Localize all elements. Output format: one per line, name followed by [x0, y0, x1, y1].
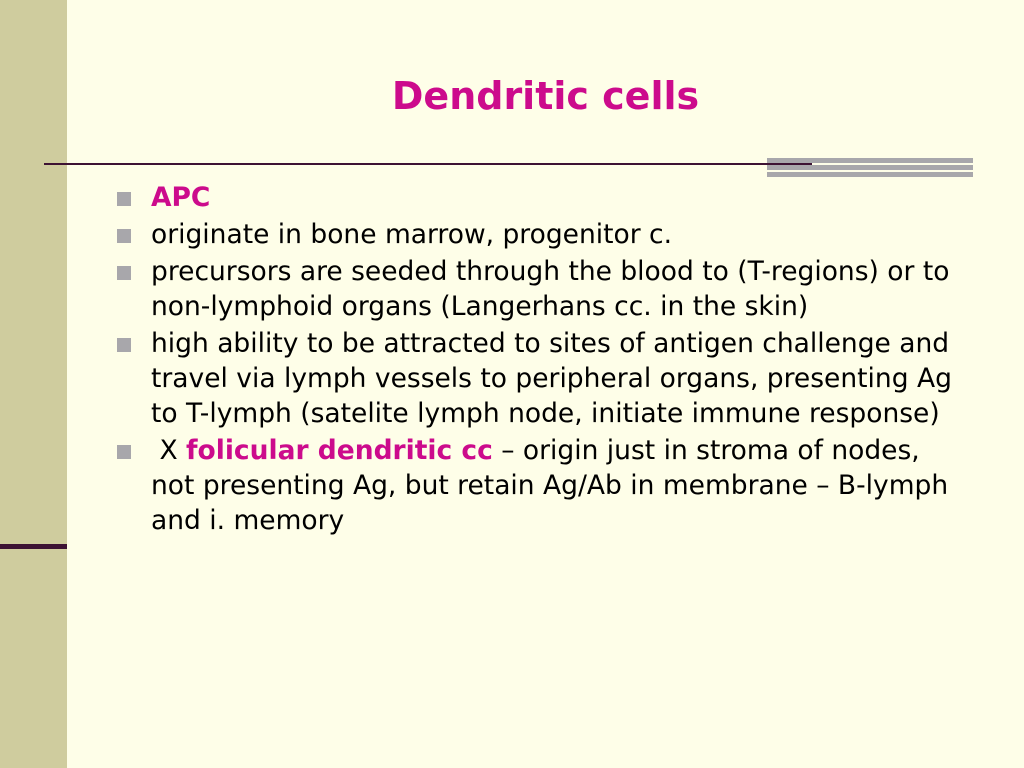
square-bullet-icon [117, 192, 131, 206]
bullet-text: originate in bone marrow, progenitor c. [151, 219, 673, 250]
bullet-text: high ability to be attracted to sites of antigen challenge and travel via lymph vessels to peripheral organs, presenting Ag to T-lymph (satelite lymph node, initiate immune response) [151, 328, 952, 429]
bullet-item-apc [115, 180, 955, 215]
square-bullet-icon [117, 229, 131, 243]
slide-title: Dendritic cells [391, 74, 700, 118]
divider-bar [767, 165, 973, 170]
bullet-list [115, 180, 955, 540]
bullet-item-origin [115, 217, 955, 252]
bullet-item-folicular [115, 433, 955, 538]
divider-bar [767, 158, 973, 163]
bullet-highlight: folicular dendritic cc [186, 435, 493, 466]
title-divider [44, 163, 812, 165]
bullet-item-precursors [115, 254, 955, 324]
bullet-item-migration [115, 326, 955, 431]
divider-bar [767, 172, 973, 177]
divider-accent-bars [767, 158, 973, 178]
bullet-text: – origin just in stroma of nodes, not presenting Ag, but retain Ag/Ab in membrane – B-lymph and i. memory [151, 435, 949, 536]
bullet-text: precursors are seeded through the blood to (T-regions) or to non-lymphoid organs (Langerhans cc. in the skin) [151, 256, 950, 322]
square-bullet-icon [117, 445, 131, 459]
bullet-text: APC [151, 182, 211, 213]
side-accent-line [0, 544, 67, 549]
side-decoration-band [0, 0, 67, 768]
square-bullet-icon [117, 266, 131, 280]
bullet-prefix: X [159, 435, 178, 466]
square-bullet-icon [117, 338, 131, 352]
